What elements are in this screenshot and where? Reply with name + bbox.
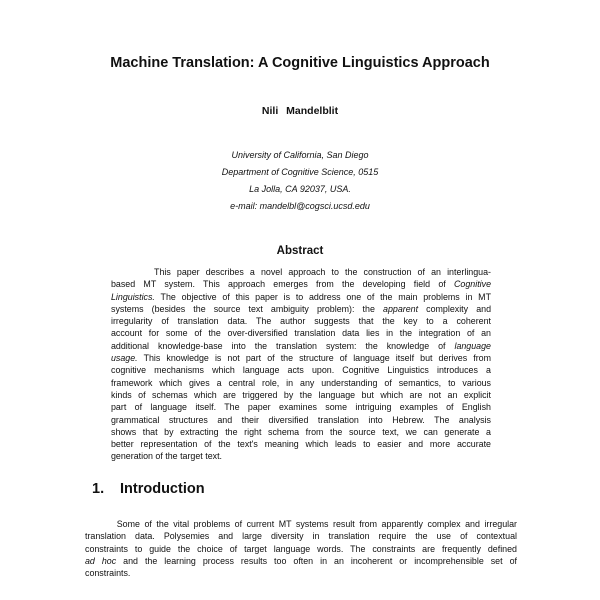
text-segment: This knowledge is not part of the structure of language itself but derives from (137, 353, 491, 364)
text-segment: framework which gives a central role, in any understanding of semantics, to various (111, 377, 491, 388)
text-line (111, 414, 491, 426)
text-segment: This paper describes a novel approach to the construction of an interlingua- (111, 267, 491, 277)
italic-text: Linguistics. (111, 291, 155, 302)
affiliation-address: La Jolla, CA 92037, USA. (249, 184, 351, 194)
text-segment: shows that by extracting the right schema from the source text, we can generate a (111, 426, 491, 437)
text-line (111, 291, 491, 303)
text-line (111, 438, 491, 450)
text-line (111, 315, 491, 327)
text-segment: constraints to guide the choice of target language words. The constraints are frequently defined (85, 543, 517, 554)
text-line (85, 555, 517, 567)
abstract-body (111, 266, 491, 463)
affiliation-university: University of California, San Diego (231, 150, 369, 160)
text-line (85, 530, 517, 542)
affiliation-department: Department of Cognitive Science, 0515 (221, 167, 379, 177)
text-line (111, 389, 491, 401)
section-title: Introduction (120, 481, 205, 497)
introduction-body (85, 518, 517, 579)
text-line (111, 401, 491, 413)
section-number: 1. (92, 481, 105, 497)
text-segment: systems (besides the source text ambiguity problem): the (111, 303, 384, 314)
text-line (111, 426, 491, 438)
italic-text: language (454, 340, 491, 351)
text-segment: complexity and (418, 303, 491, 314)
text-segment: grammatical structures and their diversified translation into Hebrew. The analysis (111, 414, 491, 425)
author-name: Nili Mandelblit (261, 105, 339, 117)
text-segment: better representation of the text's meaning which leads to easier and more accurate (111, 439, 491, 450)
text-segment: and the learning process results too often in an incoherent or incomprehensible set of (116, 555, 517, 566)
text-segment: translation data. Polysemies and large diversity in translation require the use of contextual (85, 531, 517, 542)
text-line (111, 352, 491, 364)
text-segment: The objective of this paper is to address one of the main problems in MT (154, 291, 491, 302)
text-segment: part of language itself. The paper examines some intriguing examples of English (111, 402, 491, 413)
text-line (111, 278, 491, 290)
paper-title: Machine Translation: A Cognitive Linguistics Approach (110, 55, 490, 71)
text-line (111, 364, 491, 376)
italic-text: ad hoc (85, 555, 117, 566)
text-line (111, 340, 491, 352)
text-segment: based MT system. This approach emerges from the developing field of (111, 279, 454, 290)
text-line (111, 266, 491, 278)
italic-text: Cognitive (454, 279, 491, 290)
italic-text: usage. (111, 353, 138, 364)
text-line (111, 327, 491, 339)
text-segment: additional knowledge-base into the translation system: the knowledge of (111, 340, 455, 351)
text-line (111, 450, 491, 462)
text-line (85, 518, 517, 530)
text-line (111, 377, 491, 389)
text-segment: irregularity of translation data. The author suggests that the key to a coherent (111, 316, 491, 327)
affiliation-email: e-mail: mandelbl@cogsci.ucsd.edu (230, 201, 370, 211)
text-segment: kinds of schemas which are triggered by the language but which are not an explicit (111, 389, 491, 400)
text-line (111, 303, 491, 315)
italic-text: apparent (383, 303, 419, 314)
text-line (85, 567, 517, 579)
text-segment: generation of the target text. (111, 451, 223, 462)
text-segment: constraints. (85, 568, 131, 579)
text-segment: Some of the vital problems of current MT systems result from apparently complex and irregular (85, 519, 517, 529)
text-segment: cognitive mechanisms which language acts upon. Cognitive Linguistics introduces a (111, 365, 491, 376)
abstract-heading: Abstract (276, 245, 324, 257)
text-segment: account for some of the over-diversified translation data lies in the integration of an (111, 328, 491, 339)
text-line (85, 543, 517, 555)
